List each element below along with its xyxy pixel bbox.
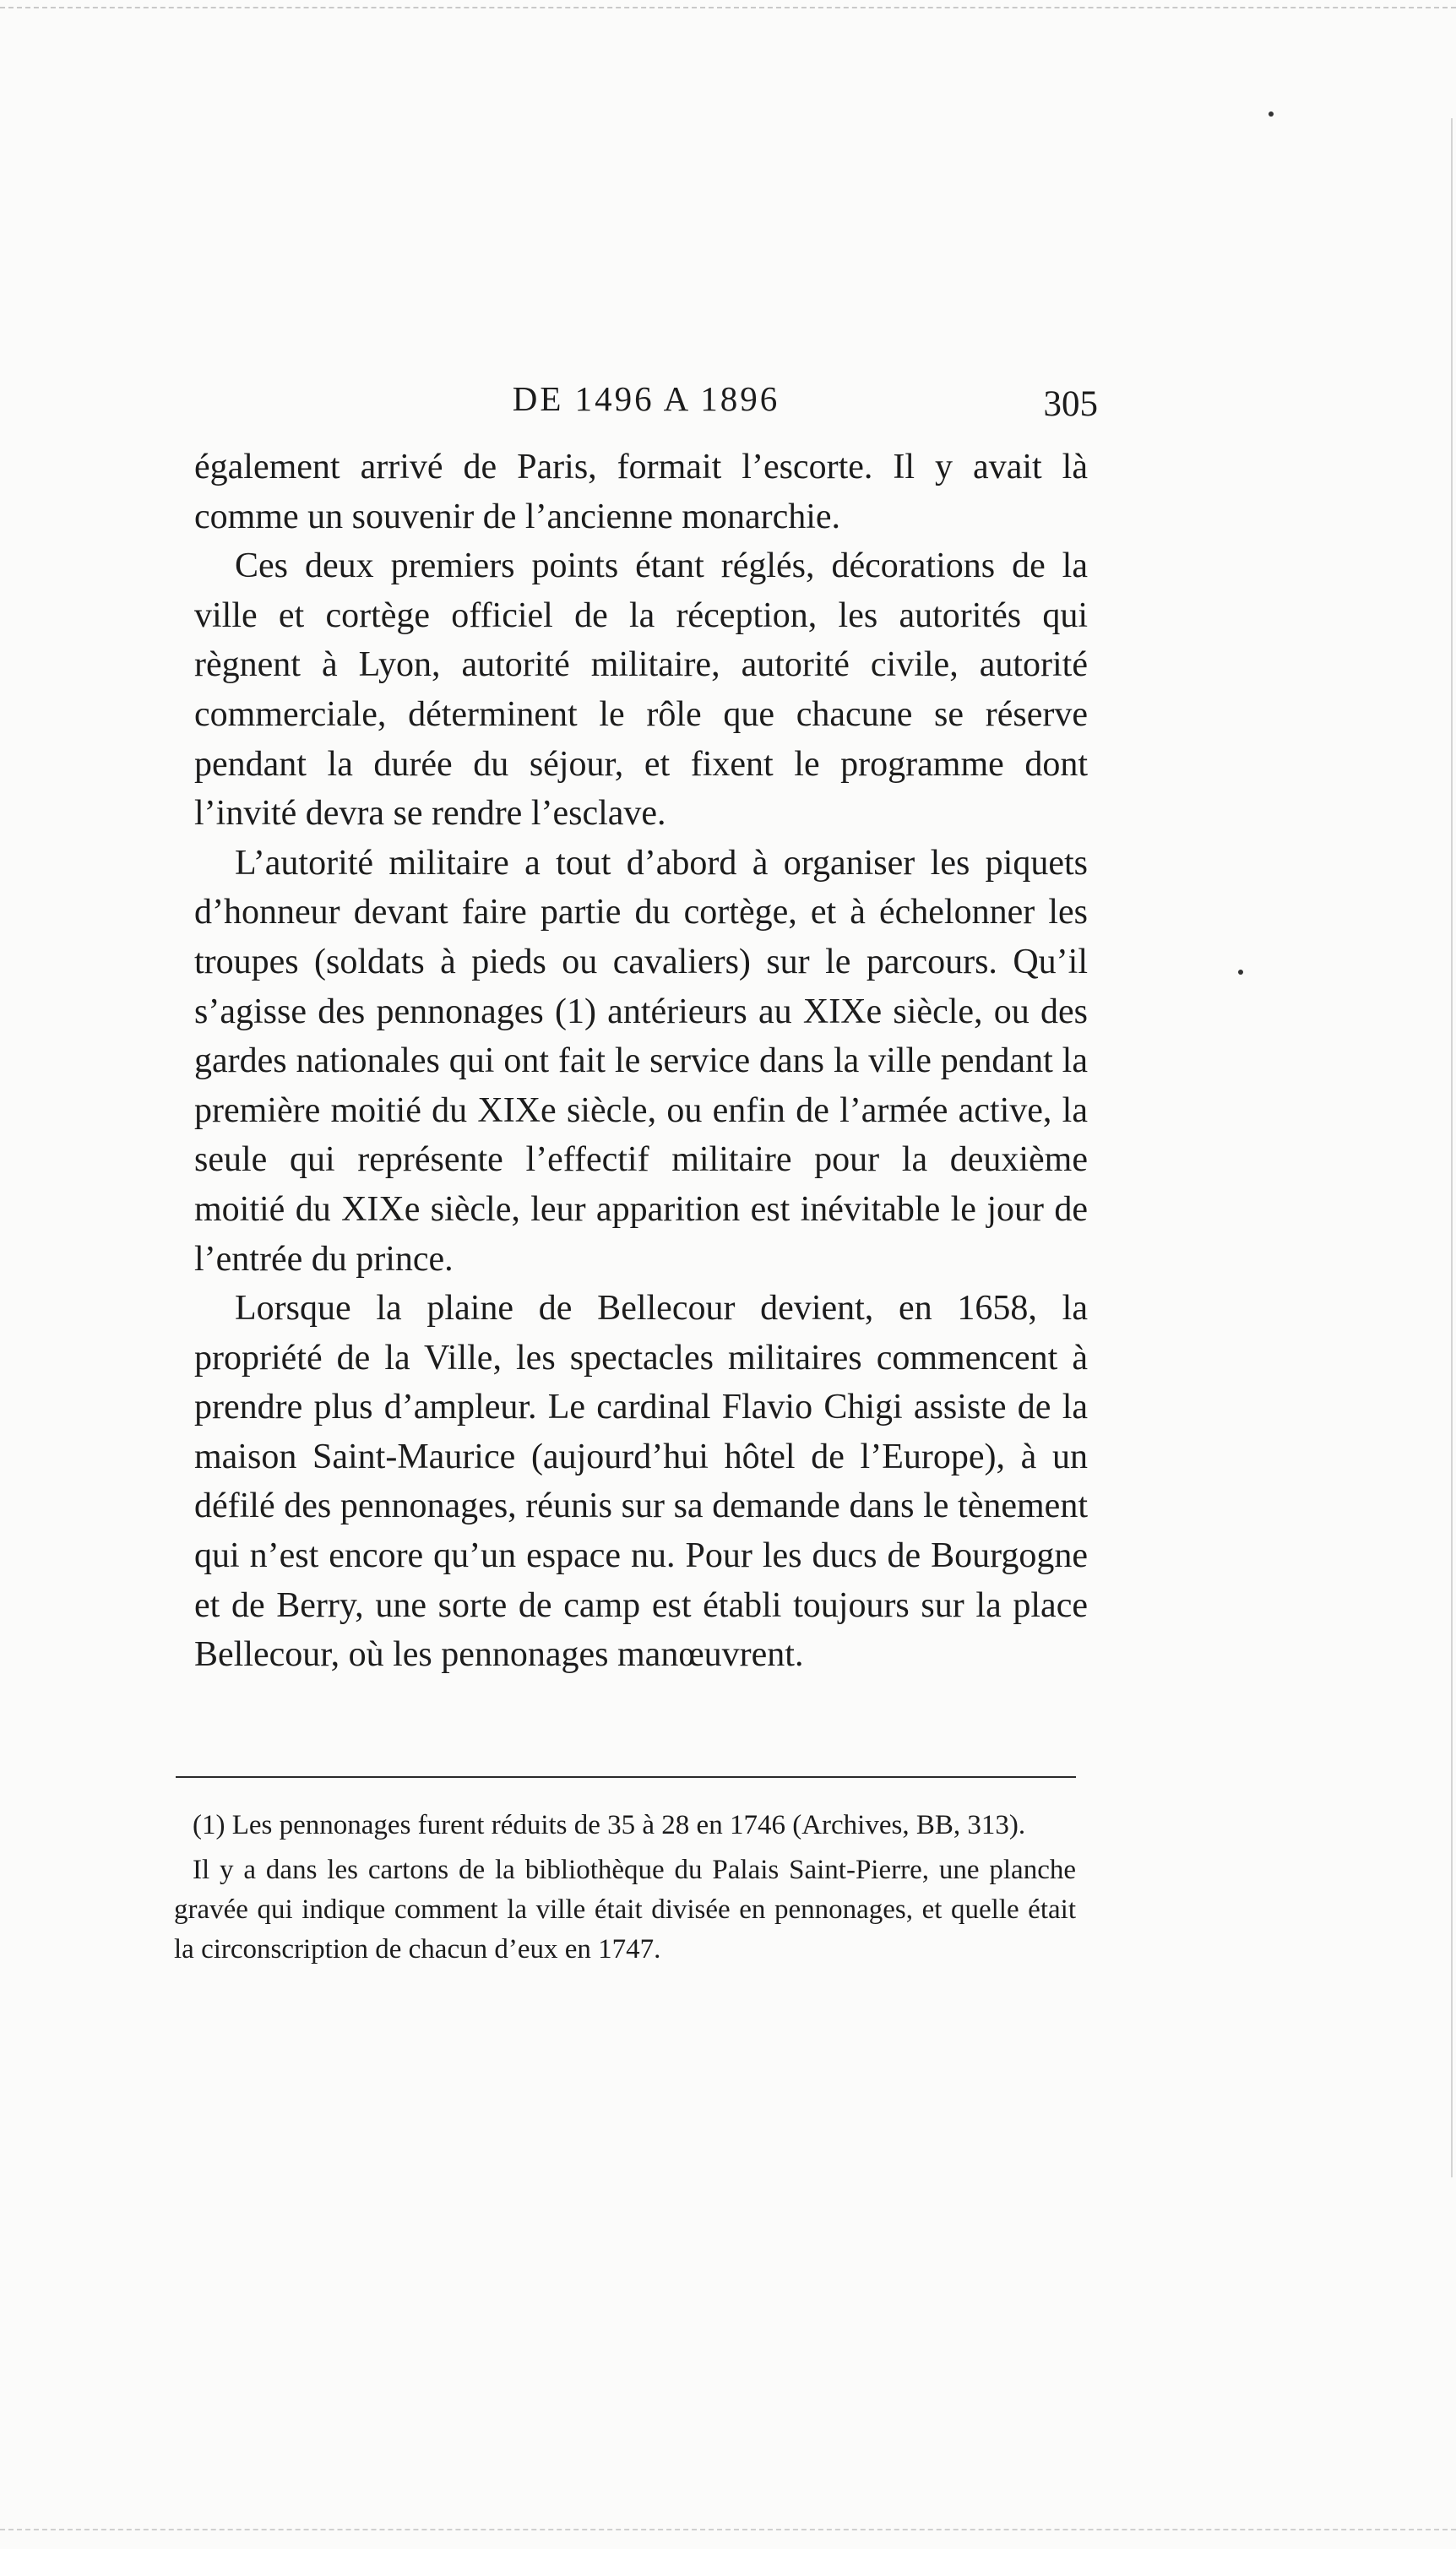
paragraph: Ces deux premiers points étant réglés, décorations de la ville et cortège officiel de la réception, les autorités qui règnent à Lyon, autorité militaire, autorité civile, autorité commerciale, déterminent le rôle que chacune se réserve pendant la durée du séjour, et fixent le programme dont l’invité devra se rendre l’esclave. (194, 546, 1088, 834)
footnotes (174, 1806, 1076, 1975)
main-text (194, 443, 1088, 1680)
scan-edge-right (1451, 118, 1453, 2177)
footnote: Il y a dans les cartons de la bibliothèque du Palais Saint-Pierre, une planche gravée qui indique comment la ville était divisée en pennonages, et quelle était la circonscription de chacun d’eux en 1747. (174, 1855, 1076, 1965)
ink-speck (1238, 970, 1243, 975)
page-number: 305 (1043, 384, 1098, 424)
running-title: DE 1496 A 1896 (512, 379, 780, 418)
paragraph: Lorsque la plaine de Bellecour devient, en 1658, la propriété de la Ville, les spectacles militaires commencent à prendre plus d’ampleur. Le cardinal Flavio Chigi assiste de la maison Saint-Maurice (aujourd’hui hôtel de l’Europe), à un défilé des pennonages, réunis sur sa demande dans le tènement qui n’est encore qu’un espace nu. Pour les ducs de Bourgogne et de Berry, une sorte de camp est établi toujours sur la place Bellecour, où les pennonages manœuvrent. (194, 1289, 1088, 1675)
scan-edge-top (0, 7, 1456, 8)
paragraph: L’autorité militaire a tout d’abord à organiser les piquets d’honneur devant faire partie du cortège, et à échelonner les troupes (soldats à pieds ou cavaliers) sur le parcours. Qu’il s’agisse des pennonages (1) antérieurs au XIXe siècle, ou des gardes nationales qui ont fait le service dans la ville pendant la première moitié du XIXe siècle, ou enfin de l’armée active, la seule qui représente l’effectif militaire pour la deuxième moitié du XIXe siècle, leur apparition est inévitable le jour de l’entrée du prince. (194, 843, 1088, 1279)
footnote: (1) Les pennonages furent réduits de 35 à 28 en 1746 (Archives, BB, 313). (193, 1810, 1026, 1840)
scan-edge-bottom (0, 2529, 1456, 2530)
page-header (194, 378, 1098, 429)
footnote-separator (176, 1776, 1076, 1778)
paragraph: également arrivé de Paris, formait l’escorte. Il y avait là comme un souvenir de l’ancienne monarchie. (194, 448, 1088, 536)
ink-speck (1269, 111, 1274, 117)
